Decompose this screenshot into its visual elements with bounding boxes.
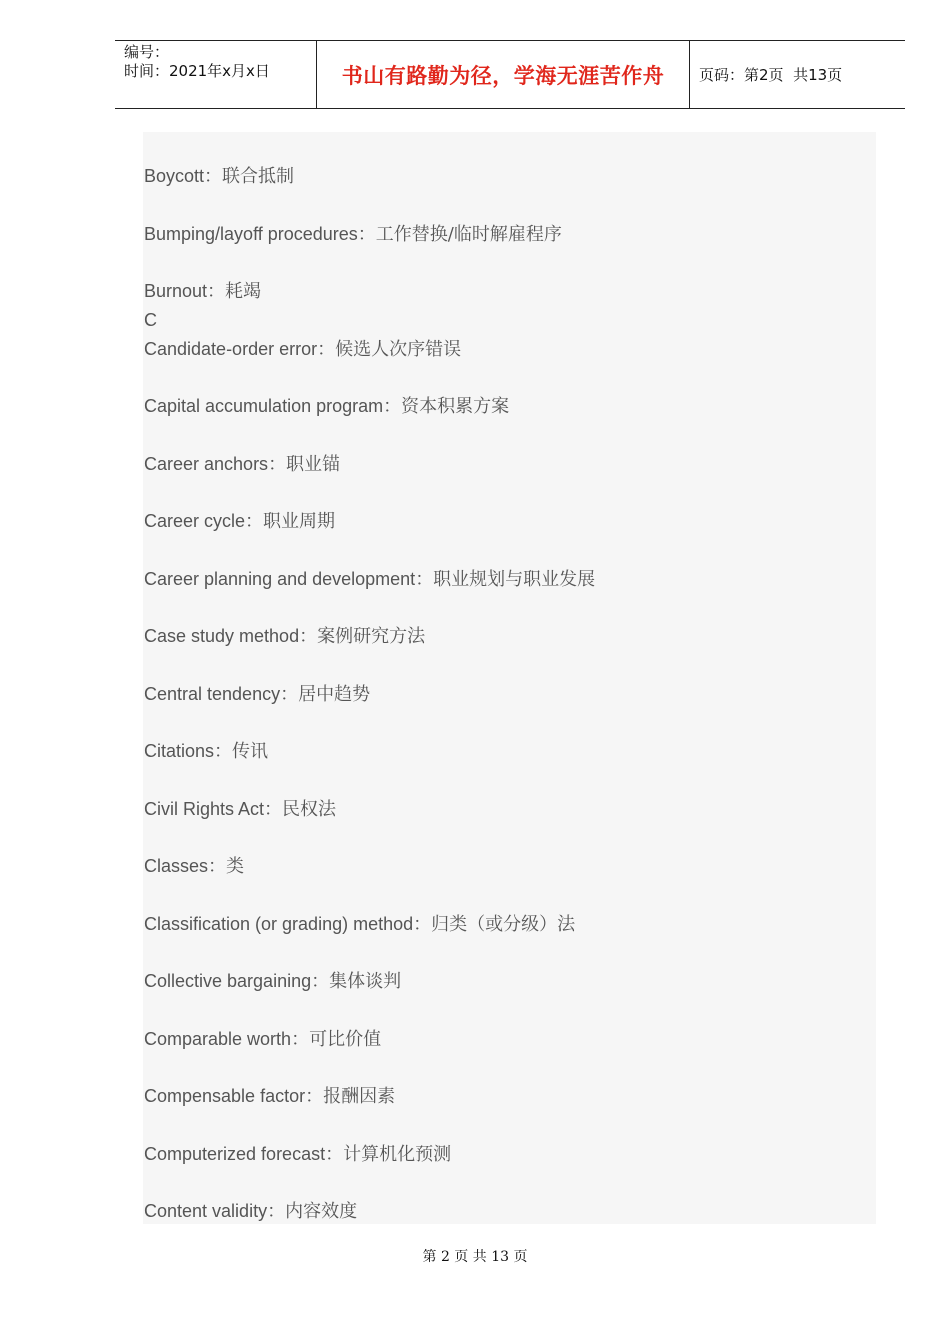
date-label: 时间：2021年x月x日 bbox=[124, 62, 270, 80]
glossary-entry: Computerized forecast：计算机化预测 bbox=[144, 1144, 452, 1165]
glossary-entry: Classes：类 bbox=[144, 856, 245, 877]
glossary-entry: Central tendency：居中趋势 bbox=[144, 684, 371, 705]
glossary-content bbox=[143, 132, 876, 1224]
glossary-entry: Case study method：案例研究方法 bbox=[144, 626, 426, 647]
glossary-entry: Boycott：联合抵制 bbox=[144, 166, 295, 187]
serial-label: 编号： bbox=[124, 43, 170, 61]
glossary-entry: Career anchors：职业锚 bbox=[144, 454, 341, 475]
header-motto: 书山有路勤为径，学海无涯苦作舟 bbox=[316, 41, 690, 108]
glossary-entry: Career cycle：职业周期 bbox=[144, 511, 336, 532]
glossary-entry: Compensable factor：报酬因素 bbox=[144, 1086, 396, 1107]
glossary-entry: Capital accumulation program：资本积累方案 bbox=[144, 396, 510, 417]
glossary-entry: Civil Rights Act：民权法 bbox=[144, 799, 337, 820]
glossary-entry: Career planning and development：职业规划与职业发展 bbox=[144, 569, 596, 590]
glossary-entry: Bumping/layoff procedures：工作替换/临时解雇程序 bbox=[144, 224, 562, 245]
glossary-entry: Candidate-order error：候选人次序错误 bbox=[144, 339, 462, 360]
glossary-entry: Comparable worth：可比价值 bbox=[144, 1029, 382, 1050]
page-info-text: 页码：第2页 共13页 bbox=[699, 66, 843, 84]
page-footer: 第 2 页 共 13 页 bbox=[422, 1249, 528, 1265]
glossary-entry: Citations：传讯 bbox=[144, 741, 269, 762]
header-page-info bbox=[690, 41, 905, 108]
glossary-entry: Classification (or grading) method：归类（或分级）法 bbox=[144, 914, 576, 935]
glossary-entry: Collective bargaining：集体谈判 bbox=[144, 971, 402, 992]
section-letter: C bbox=[144, 310, 157, 330]
glossary-entry: Burnout：耗竭 bbox=[144, 281, 262, 302]
header-meta bbox=[115, 41, 316, 108]
page-header bbox=[115, 40, 905, 109]
glossary-entry: Content validity：内容效度 bbox=[144, 1201, 358, 1222]
